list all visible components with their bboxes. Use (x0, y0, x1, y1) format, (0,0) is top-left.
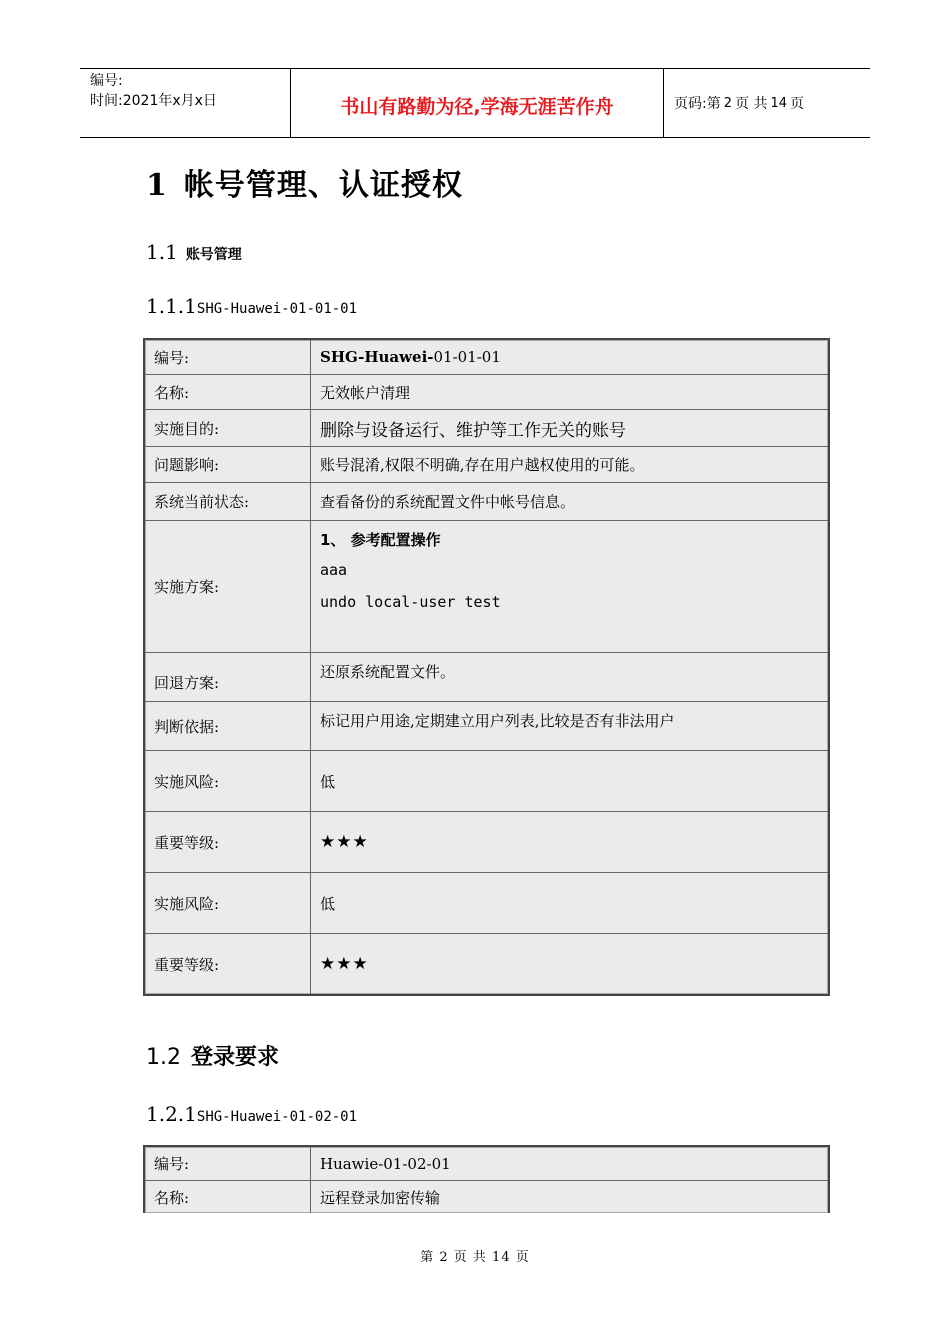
table-value: 查看备份的系统配置文件中帐号信息。 (320, 493, 576, 511)
table-label: 名称: (145, 1181, 311, 1213)
config-table-1 (143, 338, 830, 996)
table-value: 账号混淆,权限不明确,存在用户越权使用的可能。 (320, 456, 645, 474)
subsection-title: 登录要求 (191, 1045, 280, 1070)
implementation-plan (311, 521, 828, 652)
page-footer: 第 2 页 共 14 页 (420, 1250, 530, 1265)
subsubsection-title: SHG-Huawei-01-01-01 (196, 301, 358, 317)
subsubsection-heading-1-1-1 (146, 294, 357, 318)
table-value: 还原系统配置文件。 (320, 663, 456, 681)
header-page-label: 页码:第 (674, 96, 721, 112)
table-label: 编号: (145, 1147, 311, 1180)
header-number-label: 编号: (90, 73, 123, 89)
header-time (90, 91, 290, 111)
table-label: 实施风险: (145, 873, 311, 933)
table-label: 回退方案: (145, 653, 311, 701)
table-row (145, 374, 828, 409)
section-heading-1 (146, 160, 463, 204)
subsubsection-number: 1.1.1 (146, 294, 197, 318)
table-value-bold: SHG-Huawei- (320, 348, 434, 366)
table-value: 标记用户用途,定期建立用户列表,比较是否有非法用户 (320, 712, 675, 730)
header-time-label: 时间: (90, 93, 123, 109)
table-value: 删除与设备运行、维护等工作无关的账号 (320, 420, 626, 441)
subsection-title: 账号管理 (185, 247, 242, 263)
subsection-number: 1.1 (146, 240, 178, 264)
section-number: 1 (146, 168, 168, 203)
table-value (311, 340, 828, 374)
table-value: Huawie-01-02-01 (320, 1154, 451, 1173)
config-table-2 (143, 1145, 830, 1213)
header-meta (80, 69, 291, 137)
header-page-mid: 页 共 (735, 96, 768, 112)
rating-stars: ★★★ (320, 832, 369, 852)
table-row (145, 520, 828, 652)
header-time-value: 2021年x月x日 (122, 93, 217, 109)
table-value: 低 (320, 772, 336, 791)
table-row (145, 701, 828, 750)
code-line: undo local-user test (320, 593, 501, 611)
table-row (145, 872, 828, 933)
table-value-text: 01-01-01 (433, 348, 501, 366)
table-label: 编号: (145, 340, 311, 374)
table-row (145, 446, 828, 482)
table-label: 名称: (145, 375, 311, 409)
table-row (145, 409, 828, 446)
table-value: 低 (320, 894, 336, 913)
table-label: 重要等级: (145, 934, 311, 994)
code-line: aaa (320, 561, 348, 579)
subsubsection-heading-1-2-1 (146, 1102, 357, 1126)
table-label: 判断依据: (145, 702, 311, 750)
table-value: 无效帐户清理 (320, 383, 411, 402)
subsubsection-title: SHG-Huawei-01-02-01 (196, 1109, 358, 1125)
rating-stars: ★★★ (320, 954, 369, 974)
table-label: 实施目的: (145, 410, 311, 446)
header-motto: 书山有路勤为径,学海无涯苦作舟 (291, 69, 664, 137)
section-title: 帐号管理、认证授权 (183, 168, 463, 203)
table-label: 问题影响: (145, 447, 311, 482)
table-row (145, 482, 828, 520)
header-page-current: 2 (723, 95, 732, 111)
table-row (145, 652, 828, 701)
subsection-heading-1-2 (146, 1040, 279, 1071)
table-row (145, 811, 828, 872)
subsection-heading-1-1 (146, 240, 242, 264)
header-page-end: 页 (790, 96, 804, 112)
table-value: 远程登录加密传输 (320, 1189, 441, 1207)
subsubsection-number: 1.2.1 (146, 1102, 197, 1126)
plan-title: 1、 参考配置操作 (320, 531, 441, 549)
table-row (145, 933, 828, 994)
table-row (145, 340, 828, 374)
page-header (80, 68, 870, 138)
table-row (145, 1147, 828, 1180)
table-label: 实施方案: (145, 521, 311, 652)
table-label: 系统当前状态: (145, 483, 311, 520)
header-page-info (664, 69, 870, 137)
table-row (145, 750, 828, 811)
table-label: 实施风险: (145, 751, 311, 811)
table-label: 重要等级: (145, 812, 311, 872)
table-row (145, 1180, 828, 1213)
header-page-total: 14 (770, 95, 787, 111)
subsection-number: 1.2 (146, 1045, 181, 1070)
